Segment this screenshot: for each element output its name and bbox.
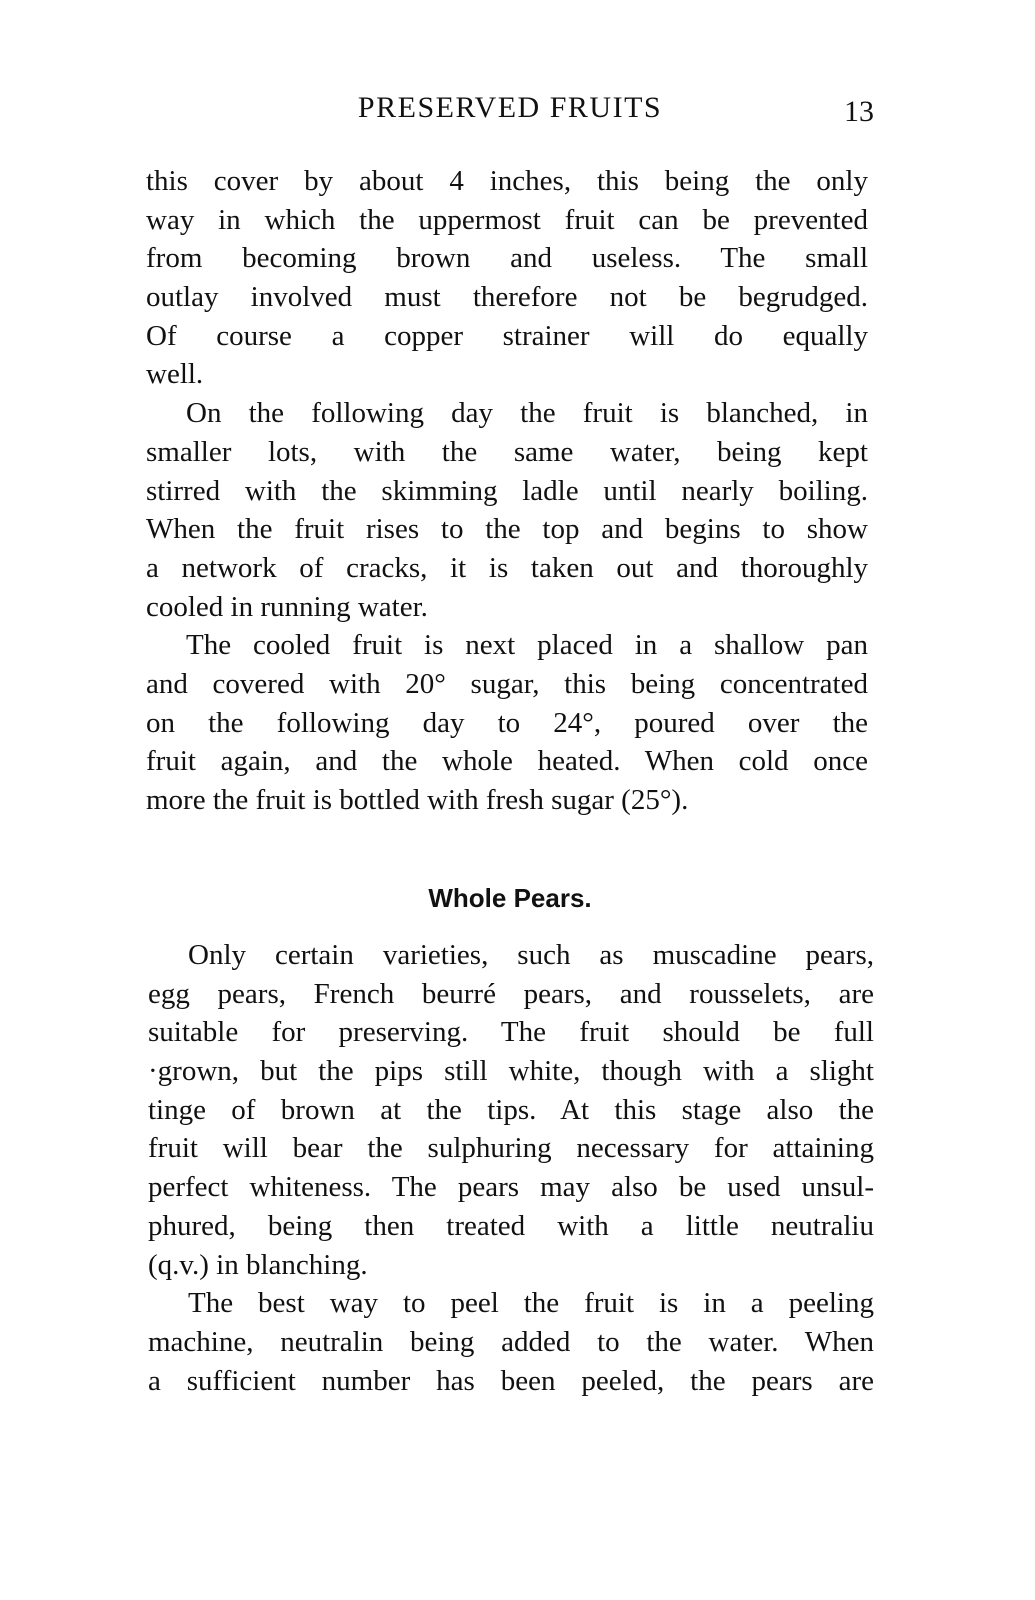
text-block-1: [146, 162, 868, 820]
text-line: this cover by about 4 inches, this being the only: [146, 165, 868, 197]
section-heading: Whole Pears.: [428, 883, 592, 913]
text-line: fruit again, and the whole heated. When cold once: [146, 745, 868, 778]
text-line: from becoming brown and useless. The small: [146, 242, 868, 275]
text-block-2: [148, 936, 874, 1400]
text-line: The best way to peel the fruit is in a peeling: [188, 1287, 874, 1320]
running-head: [146, 86, 874, 130]
page-number: 13: [844, 95, 874, 128]
text-line: more the fruit is bottled with fresh sugar (25°).: [146, 784, 689, 816]
text-line: machine, neutralin being added to the water. When: [148, 1325, 874, 1358]
text-line: well.: [146, 358, 204, 391]
text-line: stirred with the skimming ladle until nearly boiling.: [146, 474, 868, 507]
text-line: ·grown, but the pips still white, though with a slight: [148, 1055, 874, 1088]
text-line: fruit will bear the sulphuring necessary for attaining: [148, 1132, 874, 1165]
text-line: egg pears, French beurré pears, and rousselets, are: [148, 977, 874, 1010]
text-line: way in which the uppermost fruit can be prevented: [146, 203, 868, 236]
running-title: PRESERVED FRUITS: [357, 91, 663, 124]
text-line: smaller lots, with the same water, being kept: [146, 435, 868, 468]
text-line: Of course a copper strainer will do equally: [146, 319, 868, 352]
text-line: cooled in running water.: [146, 590, 428, 623]
text-line: phured, being then treated with a little neutraliu: [148, 1209, 874, 1242]
text-line: a sufficient number has been peeled, the pears are: [148, 1364, 874, 1397]
text-line: Only certain varieties, such as muscadine pears,: [188, 939, 874, 971]
text-line: outlay involved must therefore not be begrudged.: [146, 281, 868, 314]
text-line: When the fruit rises to the top and begins to show: [146, 513, 868, 546]
text-line: suitable for preserving. The fruit should be full: [148, 1016, 874, 1049]
text-line: The cooled fruit is next placed in a shallow pan: [186, 629, 868, 662]
text-line: on the following day to 24°, poured over the: [146, 706, 868, 739]
text-line: and covered with 20° sugar, this being concentrated: [146, 667, 868, 700]
text-line: (q.v.) in blanching.: [148, 1248, 368, 1281]
text-line: perfect whiteness. The pears may also be used unsul-: [148, 1171, 874, 1204]
text-line: On the following day the fruit is blanched, in: [186, 397, 868, 430]
text-line: tinge of brown at the tips. At this stage also the: [148, 1093, 874, 1126]
text-line: a network of cracks, it is taken out and thoroughly: [146, 551, 868, 584]
